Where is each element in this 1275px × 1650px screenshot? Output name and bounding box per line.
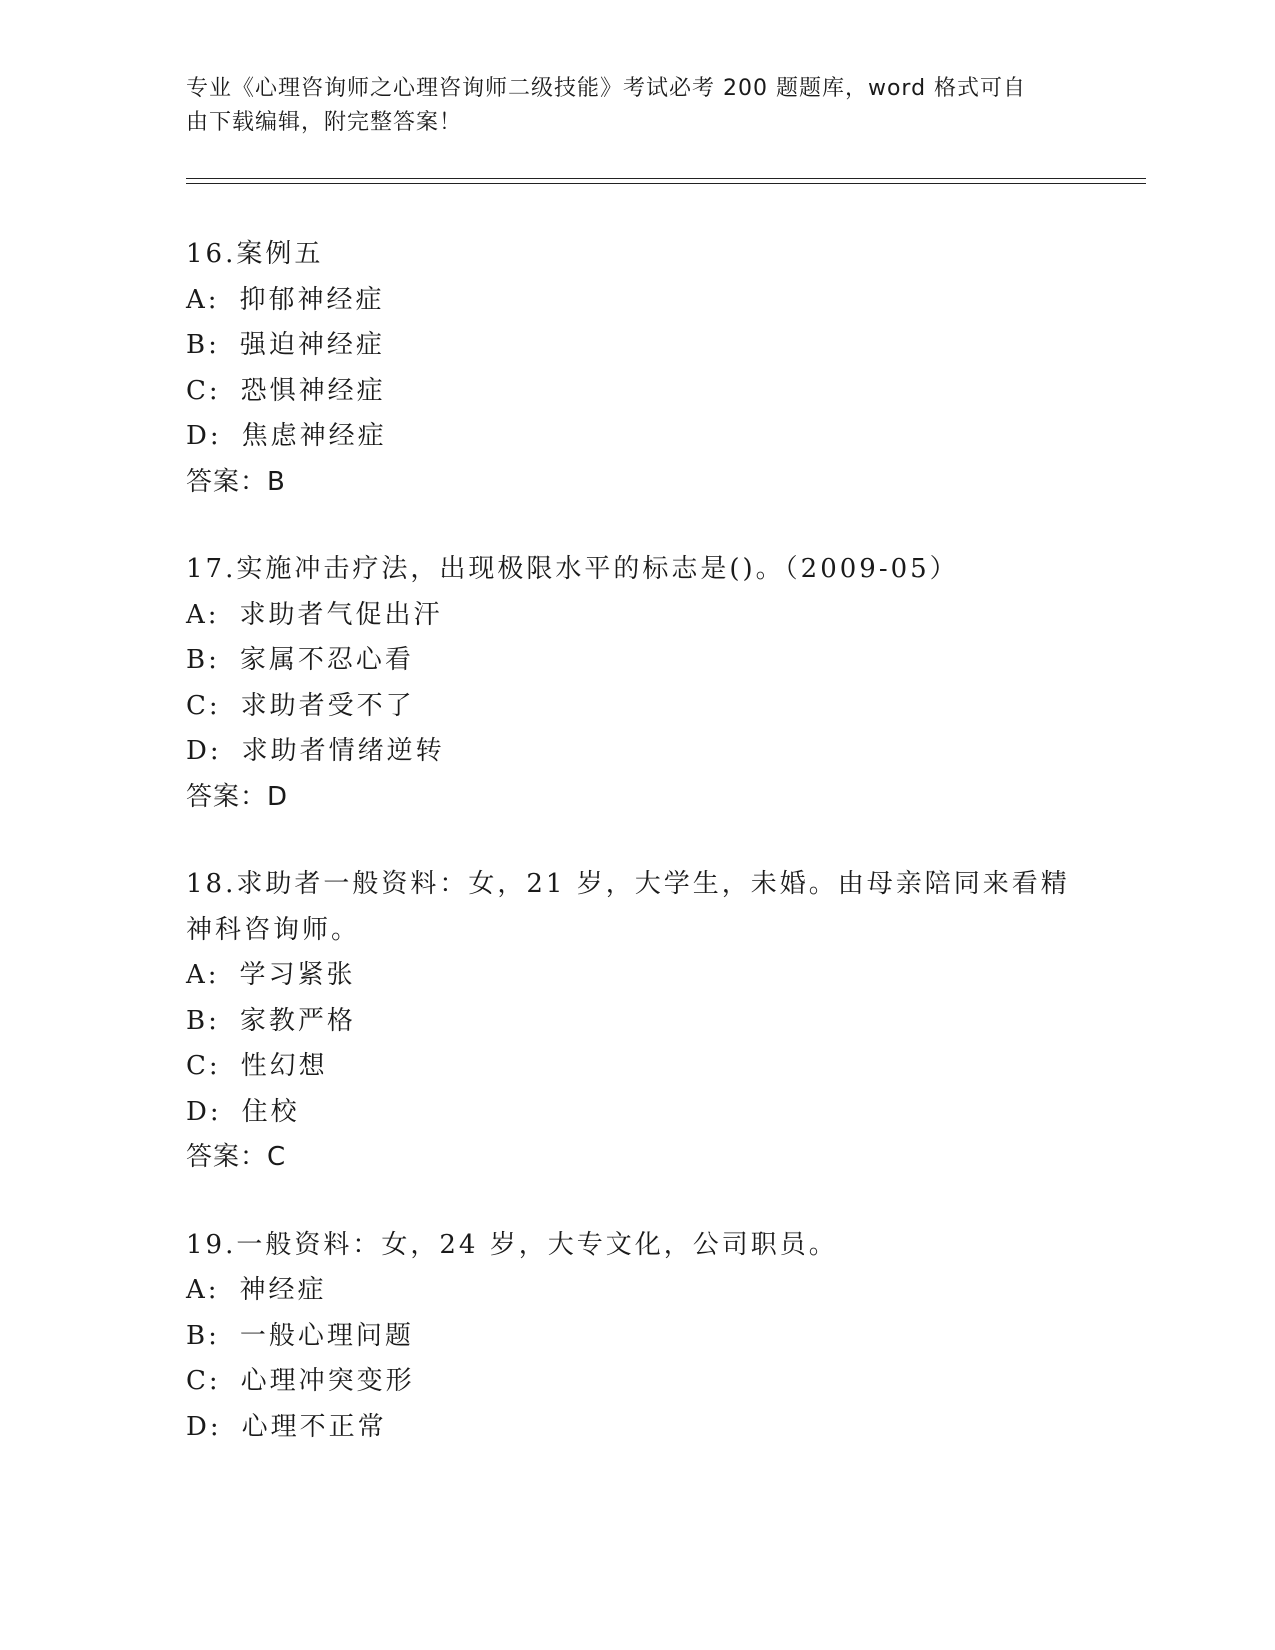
answer-value: D xyxy=(267,781,289,812)
answer-line xyxy=(186,460,1086,506)
answer-line xyxy=(186,775,1086,821)
option-letter: C: xyxy=(186,1366,221,1396)
question-text: 一般资料：女，24 岁，大专文化，公司职员。 xyxy=(236,1229,838,1260)
question-number: 17. xyxy=(186,554,237,584)
header-divider-bottom xyxy=(186,183,1146,184)
option-item xyxy=(186,323,1086,369)
question-number: 16. xyxy=(186,239,237,269)
option-item xyxy=(186,1268,1086,1314)
answer-label: 答案： xyxy=(186,466,268,497)
option-text: 住校 xyxy=(241,1096,300,1127)
question-number: 18. xyxy=(186,869,237,899)
option-letter: B: xyxy=(186,1320,220,1351)
option-text: 一般心理问题 xyxy=(239,1320,414,1351)
option-letter: D: xyxy=(186,1096,222,1127)
option-text: 家教严格 xyxy=(239,1005,356,1036)
option-text: 性幻想 xyxy=(240,1051,328,1081)
option-item xyxy=(186,1314,1086,1360)
option-letter: A: xyxy=(186,284,220,315)
option-text: 神经症 xyxy=(239,1275,327,1305)
question-text: 求助者一般资料：女，21 岁，大学生，未婚。由母亲陪同来看精神科咨询师。 xyxy=(186,869,1070,945)
option-text: 学习紧张 xyxy=(239,960,356,990)
answer-label: 答案： xyxy=(186,781,268,812)
option-letter: A: xyxy=(186,1275,220,1305)
option-letter: D: xyxy=(186,736,222,766)
answer-label: 答案： xyxy=(186,1142,268,1172)
header-line-1: 专业《心理咨询师之心理咨询师二级技能》考试必考 200 题题库，word 格式可自 xyxy=(186,76,1027,101)
option-item xyxy=(186,953,1086,999)
option-item xyxy=(186,1044,1086,1090)
option-item xyxy=(186,638,1086,684)
option-letter: B: xyxy=(186,645,220,675)
option-item xyxy=(186,999,1086,1045)
option-text: 恐惧神经症 xyxy=(240,375,386,406)
question-stem xyxy=(186,547,1086,593)
option-text: 心理不正常 xyxy=(241,1411,387,1442)
option-letter: D: xyxy=(186,1411,222,1442)
question-stem xyxy=(186,1223,1086,1269)
answer-value: C xyxy=(267,1142,287,1172)
question-stem xyxy=(186,862,1086,953)
option-item xyxy=(186,278,1086,324)
option-letter: B: xyxy=(186,1005,220,1036)
header-line-2: 由下载编辑，附完整答案！ xyxy=(186,110,463,135)
option-item xyxy=(186,729,1086,775)
option-letter: A: xyxy=(186,960,220,990)
answer-line xyxy=(186,1135,1086,1181)
option-item xyxy=(186,414,1086,460)
question-block xyxy=(186,862,1086,1181)
option-letter: C: xyxy=(186,375,221,406)
option-letter: B: xyxy=(186,330,220,360)
option-item xyxy=(186,1090,1086,1136)
question-text: 实施冲击疗法，出现极限水平的标志是()。（2009-05） xyxy=(236,554,959,584)
option-text: 求助者受不了 xyxy=(240,690,415,721)
option-item xyxy=(186,1405,1086,1451)
option-text: 家属不忍心看 xyxy=(239,645,414,675)
option-letter: A: xyxy=(186,599,220,630)
option-item xyxy=(186,369,1086,415)
option-text: 心理冲突变形 xyxy=(240,1366,415,1396)
option-item xyxy=(186,1359,1086,1405)
header-divider-top xyxy=(186,178,1146,179)
question-list xyxy=(186,232,1086,1492)
option-item xyxy=(186,684,1086,730)
option-letter: C: xyxy=(186,1051,221,1081)
option-letter: C: xyxy=(186,690,221,721)
option-text: 抑郁神经症 xyxy=(239,284,385,315)
option-text: 求助者情绪逆转 xyxy=(241,736,445,766)
option-text: 求助者气促出汗 xyxy=(239,599,443,630)
option-text: 强迫神经症 xyxy=(239,330,385,360)
question-block xyxy=(186,232,1086,505)
document-header xyxy=(186,72,1066,140)
question-stem xyxy=(186,232,1086,278)
option-letter: D: xyxy=(186,421,222,451)
answer-value: B xyxy=(267,466,286,497)
question-block xyxy=(186,1223,1086,1451)
question-block xyxy=(186,547,1086,820)
question-number: 19. xyxy=(186,1229,237,1260)
option-item xyxy=(186,593,1086,639)
option-text: 焦虑神经症 xyxy=(241,421,387,451)
question-text: 案例五 xyxy=(236,239,324,269)
